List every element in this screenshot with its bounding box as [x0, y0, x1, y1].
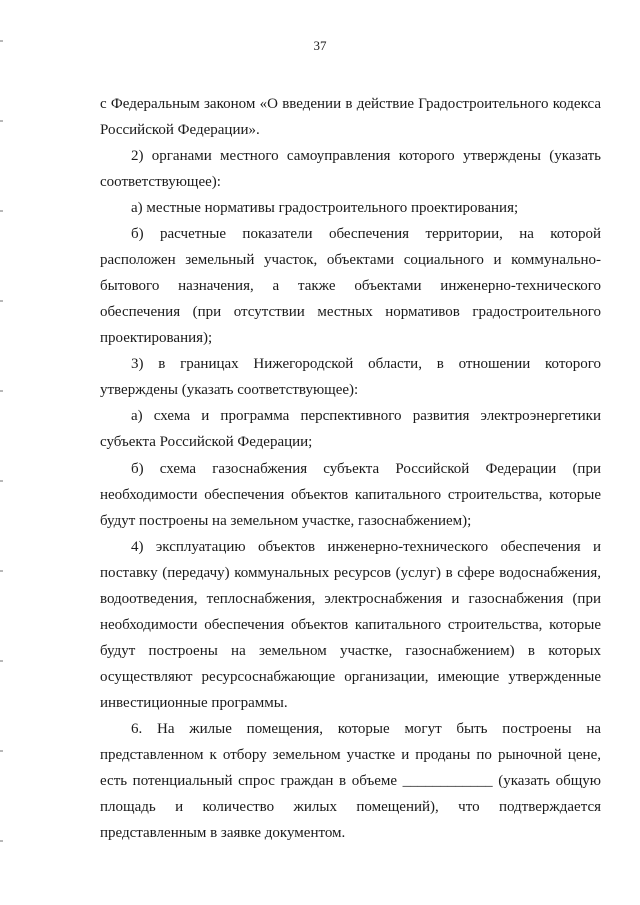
- paragraph-line: осуществляют ресурсоснабжающие организации, имеющие утвержденные: [100, 669, 601, 685]
- paragraph-line: 6. На жилые помещения, которые могут быть построены на: [131, 721, 601, 737]
- paragraph-line: представленным в заявке документом.: [100, 825, 346, 841]
- paragraph-line: водоотведения, теплоснабжения, электроснабжения и газоснабжения (при: [100, 591, 601, 607]
- scan-edge-marks: [0, 0, 3, 905]
- paragraph-line: проектирования);: [100, 330, 213, 346]
- paragraph-line: будут построены на земельном участке, газоснабжением);: [100, 513, 472, 529]
- paragraph-line: площадь и количество жилых помещений), что подтверждается: [100, 799, 601, 815]
- paragraph-line: соответствующее):: [100, 174, 221, 190]
- paragraph-line: обеспечения (при отсутствии местных нормативов градостроительного: [100, 304, 601, 320]
- paragraph-line: 3) в границах Нижегородской области, в отношении которого: [131, 356, 601, 372]
- paragraph-line: необходимости обеспечения объектов капитального строительства, которые: [100, 617, 601, 633]
- paragraph-line: 2) органами местного самоуправления которого утверждены (указать: [131, 148, 601, 164]
- paragraph-line: 4) эксплуатацию объектов инженерно-технического обеспечения и: [131, 539, 601, 555]
- paragraph-line: б) расчетные показатели обеспечения территории, на которой: [131, 226, 601, 242]
- paragraph-line: представленном к отбору земельном участке и проданы по рыночной цене,: [100, 747, 601, 763]
- paragraph-line: инвестиционные программы.: [100, 695, 288, 711]
- paragraph-line: расположен земельный участок, объектами социального и коммунально-: [100, 252, 601, 268]
- paragraph-line: есть потенциальный спрос граждан в объеме ____________ (указать общую: [100, 773, 601, 789]
- paragraph-line: а) схема и программа перспективного развития электроэнергетики: [131, 408, 601, 424]
- paragraph-line: субъекта Российской Федерации;: [100, 434, 313, 450]
- paragraph-line: поставку (передачу) коммунальных ресурсов (услуг) в сфере водоснабжения,: [100, 565, 601, 581]
- paragraph-line: утверждены (указать соответствующее):: [100, 382, 359, 398]
- paragraph-line: будут построены на земельном участке, газоснабжением) в которых: [100, 643, 601, 659]
- paragraph-line: необходимости обеспечения объектов капитального строительства, которые: [100, 487, 601, 503]
- paragraph-line: а) местные нормативы градостроительного проектирования;: [131, 200, 519, 216]
- paragraph-line: Российской Федерации».: [100, 122, 260, 138]
- page-number: 37: [313, 38, 327, 53]
- paragraph-line: бытового назначения, а также объектами инженерно-технического: [100, 278, 601, 294]
- paragraph-line: б) схема газоснабжения субъекта Российской Федерации (при: [131, 461, 601, 477]
- paragraph-line: с Федеральным законом «О введении в действие Градостроительного кодекса: [100, 96, 601, 112]
